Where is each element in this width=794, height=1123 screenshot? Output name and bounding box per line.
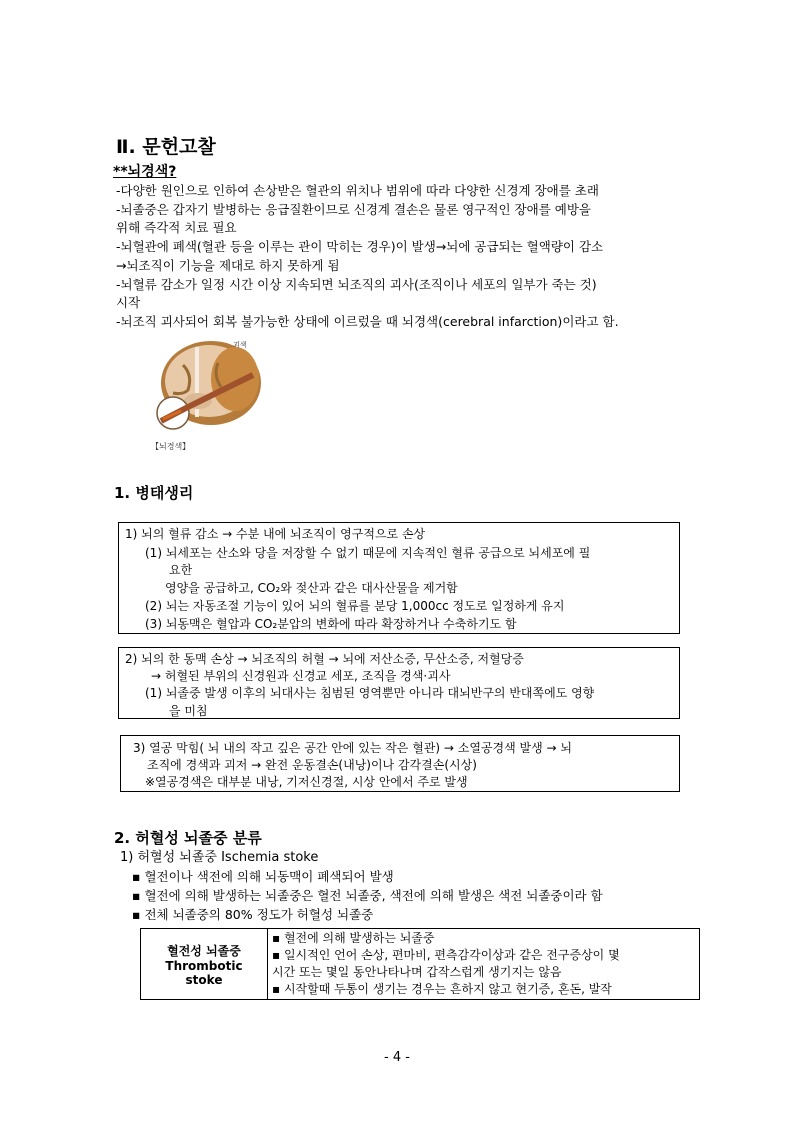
intro-line: →뇌조직이 기능을 제대로 하지 못하게 됨: [116, 258, 340, 273]
bullet-icon: ▪: [132, 907, 145, 922]
list-item: [132, 868, 394, 886]
box-line: 2) 뇌의 한 동맥 손상 → 뇌조직의 허혈 → 뇌에 저산소증, 무산소증, 저혈당증: [125, 652, 524, 666]
stroke-type-en: Thrombotic stoke: [165, 958, 243, 987]
intro-line: 위해 즉각적 치료 필요: [116, 220, 237, 235]
pathophysiology-box-1: [118, 522, 680, 634]
bullet-icon: ▪: [132, 888, 145, 903]
list-item-text: 혈전이나 색전에 의해 뇌동맥이 폐색되어 발생: [144, 869, 394, 884]
box-line: ※열공경색은 대부분 내낭, 기저신경절, 시상 안에서 주로 발생: [145, 775, 468, 789]
section2-title: 2. 허혈성 뇌졸중 분류: [114, 829, 262, 847]
box-line: 영양을 공급하고, CO₂와 젖산과 같은 대사산물을 제거함: [165, 581, 458, 595]
subheading: **뇌경색?: [113, 164, 177, 180]
box-line: (2) 뇌는 자동조절 기능이 있어 뇌의 혈류를 분당 1,000cc 정도로 일정하게 유지: [145, 599, 565, 613]
box-line: 조직에 경색과 괴저 → 완전 운동결손(내낭)이나 감각결손(시상): [147, 758, 477, 772]
table-line: ▪ 일시적인 언어 손상, 편마비, 편측감각이상과 같은 전구증상이 몇: [272, 948, 620, 962]
brain-illustration: [143, 335, 268, 453]
bullet-icon: ▪: [132, 869, 145, 884]
section1-title: 1. 병태생리: [114, 484, 194, 502]
section2-subtitle: 1) 허혈성 뇌졸중 Ischemia stoke: [120, 850, 319, 865]
box-line: → 허혈된 부위의 신경원과 신경교 세포, 조직을 경색·괴사: [151, 669, 451, 683]
pathophysiology-box-2: [118, 647, 680, 719]
page-number: - 4 -: [384, 1050, 410, 1065]
figure-caption: 【뇌경색】: [151, 442, 191, 451]
table-line: ▪ 혈전에 의해 발생하는 뇌졸중: [272, 931, 435, 945]
list-item-text: 혈전에 의해 발생하는 뇌졸중은 혈전 뇌졸중, 색전에 의해 발생은 색전 뇌졸중이라 함: [144, 888, 603, 903]
pathophysiology-box-3: [120, 735, 680, 792]
intro-line: -뇌혈관에 폐색(혈관 등을 이루는 관이 막히는 경우)이 발생→뇌에 공급되는 혈액량이 감소: [116, 239, 604, 254]
stroke-classification-table: [140, 928, 700, 1000]
box-line: 3) 열공 막힘( 뇌 내의 작고 깊은 공간 안에 있는 작은 혈관) → 소열공경색 발생 → 뇌: [133, 741, 572, 755]
intro-line: -뇌혈류 감소가 일정 시간 이상 지속되면 뇌조직의 괴사(조직이나 세포의 일부가 죽는 것): [116, 277, 597, 292]
table-line: 시간 또는 몇일 동안나타나며 갑작스럽게 생기지는 않음: [272, 965, 562, 979]
list-item: [132, 906, 373, 924]
intro-line: -뇌졸중은 갑자기 발병하는 응급질환이므로 신경계 결손은 물론 영구적인 장애를 예방을: [116, 202, 591, 217]
box-line: (1) 뇌졸중 발생 이후의 뇌대사는 침범된 영역뿐만 아니라 대뇌반구의 반대쪽에도 영향: [145, 686, 595, 700]
table-row: [141, 929, 700, 1000]
brain-infarction-figure: [143, 335, 268, 453]
box-line: (3) 뇌동맥은 혈압과 CO₂분압의 변화에 따라 확장하거나 수축하기도 함: [145, 617, 517, 631]
intro-line: 시작: [116, 295, 141, 310]
box-line: 요한: [169, 563, 193, 577]
box-line: (1) 뇌세포는 산소와 당을 저장할 수 없기 때문에 지속적인 혈류 공급으로 뇌세포에 필: [145, 546, 591, 560]
intro-line: -다양한 원인으로 인하여 손상받은 혈관의 위치나 범위에 따라 다양한 신경계 장애를 초래: [116, 183, 599, 198]
box-line: 1) 뇌의 혈류 감소 → 수분 내에 뇌조직이 영구적으로 손상: [125, 527, 426, 541]
list-item-text: 전체 뇌졸중의 80% 정도가 허혈성 뇌졸중: [144, 907, 374, 922]
box-line: 을 미침: [169, 704, 208, 718]
page-title: Ⅱ. 문헌고찰: [116, 136, 216, 158]
list-item: [132, 887, 603, 905]
intro-line: -뇌조직 괴사되어 회복 불가능한 상태에 이르렀을 때 뇌경색(cerebral infarction)이라고 함.: [116, 314, 619, 329]
table-line: ▪ 시작할때 두통이 생기는 경우는 흔하지 않고 현기증, 혼돈, 발작: [272, 982, 612, 996]
figure-label: 괴색: [233, 341, 247, 349]
table-cell-name: [141, 929, 268, 1000]
stroke-type-ko: 혈전성 뇌졸중: [167, 943, 241, 958]
table-cell-description: [268, 929, 700, 1000]
